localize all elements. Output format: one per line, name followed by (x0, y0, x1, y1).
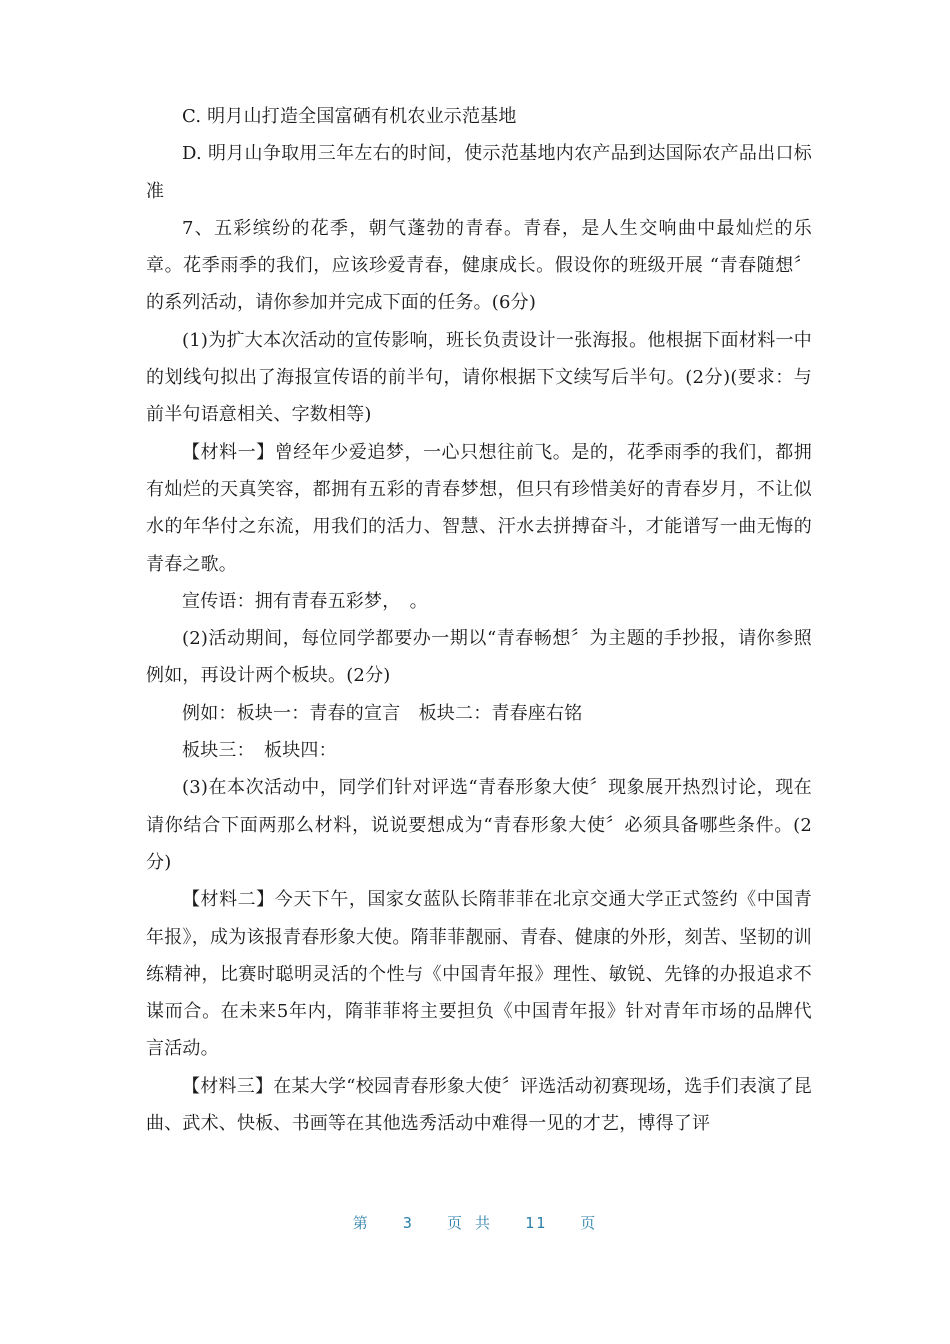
material-3: 【材料三】在某大学“校园青春形象大使〞评选活动初赛现场，选手们表演了昆曲、武术、快板、书画等在其他选秀活动中难得一见的才艺，博得了评 (146, 1075, 812, 1135)
footer-page-current: 3 (402, 1214, 414, 1232)
example-line: 例如：板块一：青春的宣言 板块二：青春座右铭 (182, 702, 583, 724)
footer-label-ye: 页 (580, 1214, 598, 1232)
page-footer (0, 1212, 950, 1233)
material-2: 【材料二】今天下午，国家女蓝队长隋菲菲在北京交通大学正式签约《中国青年报》，成为该报青春形象大使。隋菲菲靓丽、青春、健康的外形，刻苦、坚韧的训练精神，比赛时聪明灵活的个性与《中国青年报》理性、敏锐、先锋的办报追求不谋而合。在未来5年内，隋菲菲将主要担负《中国青年报》针对青年市场的品牌代言活动。 (146, 889, 812, 1060)
footer-label-di: 第 (352, 1214, 370, 1232)
option-d: D. 明月山争取用三年左右的时间，使示范基地内农产品到达国际农产品出口标准 (146, 143, 812, 202)
material-1: 【材料一】曾经年少爱追梦，一心只想往前飞。是的，花季雨季的我们，都拥有灿烂的天真笑容，都拥有五彩的青春梦想，但只有珍惜美好的青春岁月，不让似水的年华付之东流，用我们的活力、智慧、汗水去拼搏奋斗，才能谱写一曲无悔的青春之歌。 (146, 441, 812, 575)
option-c: C. 明月山打造全国富硒有机农业示范基地 (182, 106, 517, 127)
question-7-intro: 7、五彩缤纷的花季，朝气蓬勃的青春。青春，是人生交响曲中最灿烂的乐章。花季雨季的我们，应该珍爱青春，健康成长。假设你的班级开展 “青春随想〞的系列活动，请你参加并完成下面的任务。(6分) (146, 217, 812, 314)
footer-page-total: 11 (525, 1214, 548, 1232)
task-1: (1)为扩大本次活动的宣传影响，班长负责设计一张海报。他根据下面材料一中的划线句拟出了海报宣传语的前半句，请你根据下文续写后半句。(2分)(要求：与前半句语意相关、字数相等) (146, 329, 812, 426)
task-2: (2)活动期间，每位同学都要办一期以“青春畅想〞为主题的手抄报，请你参照例如，再设计两个板块。(2分) (146, 628, 812, 687)
footer-label-ye-gong: 页 共 (446, 1214, 492, 1232)
task-3: (3)在本次活动中，同学们针对评选“青春形象大使〞现象展开热烈讨论，现在请你结合下面两那么材料，说说要想成为“青春形象大使〞必须具备哪些条件。(2分) (146, 777, 812, 873)
blocks-line: 板块三： 板块四： (182, 740, 337, 762)
slogan-line: 宣传语：拥有青春五彩梦， 。 (182, 590, 428, 612)
body-text (146, 98, 812, 1142)
